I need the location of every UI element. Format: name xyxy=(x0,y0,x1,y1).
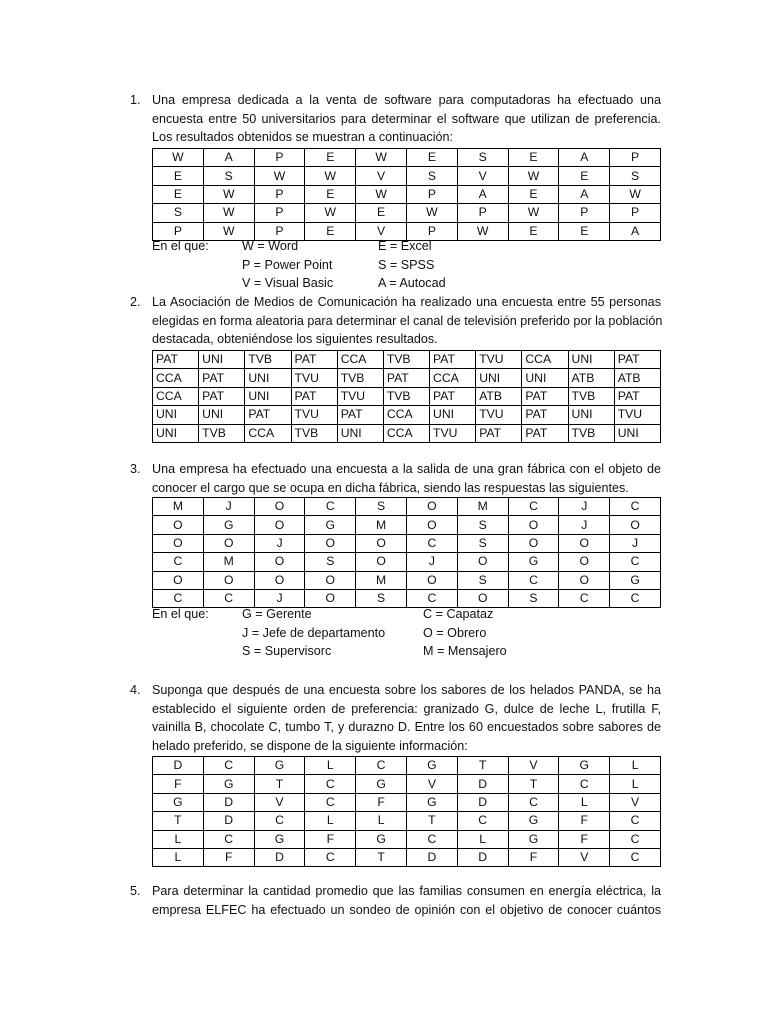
table-cell: UNI xyxy=(430,406,476,424)
table-row xyxy=(153,571,661,589)
table-cell: O xyxy=(356,553,407,571)
table-cell: P xyxy=(610,149,661,167)
table-cell: O xyxy=(153,516,204,534)
table-cell: E xyxy=(356,204,407,222)
table-cell: D xyxy=(203,812,254,830)
table-cell: O xyxy=(305,534,356,552)
table-cell: O xyxy=(153,571,204,589)
table-cell: G xyxy=(305,516,356,534)
table-cell: S xyxy=(508,589,559,607)
legend-entry: A = Autocad xyxy=(378,276,446,291)
table-cell: S xyxy=(457,534,508,552)
table-cell: A xyxy=(610,222,661,240)
table-cell: O xyxy=(203,534,254,552)
legend-entry: V = Visual Basic xyxy=(242,276,334,291)
table-cell: P xyxy=(254,222,305,240)
table-cell: W xyxy=(457,222,508,240)
legend-entry: C = Capataz xyxy=(423,607,494,621)
table-cell: W xyxy=(203,222,254,240)
table-cell: PAT xyxy=(153,351,199,369)
table-cell: M xyxy=(153,498,204,516)
table-row xyxy=(153,351,661,369)
table-cell: TVB xyxy=(245,351,291,369)
table-cell: P xyxy=(559,204,610,222)
table-cell: O xyxy=(610,516,661,534)
text-line: La Asociación de Medios de Comunicación ha realizado una encuesta entre 55 personas xyxy=(152,295,661,309)
table-cell: PAT xyxy=(245,406,291,424)
table-cell: C xyxy=(406,534,457,552)
table-cell: W xyxy=(203,204,254,222)
table-cell: TVU xyxy=(614,406,660,424)
table-cell: L xyxy=(153,830,204,848)
table-cell: PAT xyxy=(522,424,568,442)
table-cell: T xyxy=(406,812,457,830)
problem-number: 4. xyxy=(130,683,141,697)
table-cell: G xyxy=(153,793,204,811)
problem-text xyxy=(152,91,661,147)
table-cell: C xyxy=(203,589,254,607)
table-cell: O xyxy=(203,571,254,589)
table-cell: CCA xyxy=(522,351,568,369)
table-cell: W xyxy=(305,204,356,222)
table-cell: O xyxy=(406,516,457,534)
table-cell: UNI xyxy=(245,387,291,405)
table-cell: S xyxy=(356,589,407,607)
table-cell: L xyxy=(457,830,508,848)
table-cell: UNI xyxy=(568,351,614,369)
table-cell: J xyxy=(254,589,305,607)
table-cell: TVU xyxy=(430,424,476,442)
table-cell: O xyxy=(406,498,457,516)
legend-entry: S = SPSS xyxy=(378,257,435,272)
legend-entry: O = Obrero xyxy=(423,625,487,640)
table-cell: W xyxy=(254,167,305,185)
table-cell: E xyxy=(153,167,204,185)
table-row xyxy=(153,149,661,167)
table-cell: W xyxy=(508,204,559,222)
text-line: elegidas en forma aleatoria para determinar el canal de televisión preferido por la población xyxy=(152,313,663,328)
table-cell: M xyxy=(203,553,254,571)
table-cell: E xyxy=(508,185,559,203)
table-cell: F xyxy=(508,848,559,866)
table-cell: UNI xyxy=(476,369,522,387)
table-cell: TVU xyxy=(291,406,337,424)
table-cell: G xyxy=(508,812,559,830)
table-cell: W xyxy=(610,185,661,203)
table-cell: V xyxy=(254,793,305,811)
text-line: Los resultados obtenidos se muestran a continuación: xyxy=(152,130,454,145)
data-table xyxy=(152,148,661,241)
table-row xyxy=(153,553,661,571)
table-cell: O xyxy=(305,571,356,589)
legend-entry: S = Supervisorc xyxy=(242,644,332,659)
table-cell: PAT xyxy=(383,369,429,387)
table-cell: O xyxy=(254,553,305,571)
table-cell: C xyxy=(153,589,204,607)
table-cell: C xyxy=(559,775,610,793)
problem-text xyxy=(152,681,661,755)
table-cell: TVB xyxy=(337,369,383,387)
table-cell: C xyxy=(305,848,356,866)
table-cell: A xyxy=(559,149,610,167)
table-cell: D xyxy=(457,793,508,811)
table-row xyxy=(153,793,661,811)
table-cell: C xyxy=(610,589,661,607)
table-cell: PAT xyxy=(199,369,245,387)
table-cell: G xyxy=(203,775,254,793)
table-cell: TVB xyxy=(568,424,614,442)
table-cell: A xyxy=(457,185,508,203)
problem-number: 2. xyxy=(130,295,141,309)
table-cell: UNI xyxy=(199,406,245,424)
table-cell: C xyxy=(610,830,661,848)
table-cell: C xyxy=(305,793,356,811)
table-cell: E xyxy=(305,149,356,167)
text-line: Para determinar la cantidad promedio que las familias consumen en energía eléctrica, la xyxy=(152,884,661,898)
table-cell: TVU xyxy=(291,369,337,387)
table-cell: V xyxy=(559,848,610,866)
table-cell: O xyxy=(254,516,305,534)
table-cell: E xyxy=(508,222,559,240)
table-cell: O xyxy=(457,589,508,607)
legend xyxy=(152,605,661,661)
table-cell: L xyxy=(559,793,610,811)
text-line: destacada, obteniéndose los siguientes resultados. xyxy=(152,332,438,347)
table-cell: UNI xyxy=(522,369,568,387)
table-cell: G xyxy=(610,571,661,589)
table-cell: V xyxy=(508,757,559,775)
table-cell: UNI xyxy=(153,406,199,424)
table-row xyxy=(153,204,661,222)
table-cell: C xyxy=(203,830,254,848)
table-cell: T xyxy=(254,775,305,793)
table-row xyxy=(153,424,661,442)
table-cell: CCA xyxy=(245,424,291,442)
table-cell: V xyxy=(356,222,407,240)
table-cell: S xyxy=(457,149,508,167)
table-cell: ATB xyxy=(476,387,522,405)
table-cell: W xyxy=(356,185,407,203)
table-row xyxy=(153,406,661,424)
table-cell: D xyxy=(153,757,204,775)
data-table xyxy=(152,497,661,608)
legend-entry: G = Gerente xyxy=(242,607,312,621)
table-cell: W xyxy=(203,185,254,203)
table-cell: F xyxy=(356,793,407,811)
table-cell: E xyxy=(153,185,204,203)
table-cell: G xyxy=(356,775,407,793)
table-cell: G xyxy=(406,757,457,775)
table-cell: UNI xyxy=(199,351,245,369)
table-row xyxy=(153,185,661,203)
table-cell: P xyxy=(153,222,204,240)
legend-entry: E = Excel xyxy=(378,239,432,253)
table-cell: S xyxy=(406,167,457,185)
table-cell: CCA xyxy=(430,369,476,387)
table-cell: O xyxy=(254,498,305,516)
table-cell: L xyxy=(610,757,661,775)
table-cell: TVU xyxy=(476,406,522,424)
text-line: conocer el cargo que se ocupa en dicha fábrica, siendo las respuestas las siguientes. xyxy=(152,480,629,495)
text-line: Una empresa dedicada a la venta de software para computadoras ha efectuado una xyxy=(152,93,661,107)
table-cell: G xyxy=(508,830,559,848)
table-cell: J xyxy=(559,516,610,534)
table-cell: D xyxy=(254,848,305,866)
text-line: vainilla B, chocolate C, tumbo T, y durazno D. Entre los 60 encuestados sobre sabores de xyxy=(152,720,661,735)
table-cell: E xyxy=(508,149,559,167)
table-row xyxy=(153,167,661,185)
table-cell: PAT xyxy=(430,387,476,405)
table-cell: S xyxy=(610,167,661,185)
table-cell: E xyxy=(406,149,457,167)
table-cell: G xyxy=(254,757,305,775)
table-cell: C xyxy=(406,589,457,607)
table-cell: C xyxy=(508,498,559,516)
table-row xyxy=(153,516,661,534)
table-cell: UNI xyxy=(153,424,199,442)
problem-number: 3. xyxy=(130,462,141,476)
text-line: Suponga que después de una encuesta sobre los sabores de los helados PANDA, se ha xyxy=(152,683,661,697)
table-cell: C xyxy=(610,848,661,866)
table-cell: TVU xyxy=(476,351,522,369)
table-cell: T xyxy=(153,812,204,830)
table-cell: J xyxy=(406,553,457,571)
table-cell: TVB xyxy=(199,424,245,442)
table-cell: D xyxy=(457,775,508,793)
table-cell: UNI xyxy=(614,424,660,442)
table-cell: O xyxy=(254,571,305,589)
table-cell: T xyxy=(356,848,407,866)
table-cell: O xyxy=(153,534,204,552)
table-cell: F xyxy=(559,830,610,848)
table-cell: O xyxy=(559,534,610,552)
text-line: establecido el siguiente orden de preferencia: granizado G, dulce de leche L, frutilla F, xyxy=(152,701,661,716)
table-cell: S xyxy=(457,516,508,534)
table-cell: V xyxy=(406,775,457,793)
table-cell: C xyxy=(457,812,508,830)
table-cell: TVU xyxy=(337,387,383,405)
problem-number: 1. xyxy=(130,93,141,107)
data-table xyxy=(152,350,661,443)
text-line: helado preferido, se dispone de la siguiente información: xyxy=(152,738,468,753)
text-line: encuesta entre 50 universitarios para determinar el software que utilizan de preferencia. xyxy=(152,111,661,126)
table-row xyxy=(153,757,661,775)
table-cell: O xyxy=(508,516,559,534)
table-cell: W xyxy=(508,167,559,185)
table-cell: A xyxy=(559,185,610,203)
table-cell: C xyxy=(610,553,661,571)
table-row xyxy=(153,387,661,405)
table-cell: S xyxy=(153,204,204,222)
problem-text xyxy=(152,460,661,497)
table-cell: W xyxy=(305,167,356,185)
table-cell: S xyxy=(457,571,508,589)
table-cell: E xyxy=(305,185,356,203)
legend-entry: W = Word xyxy=(242,239,299,253)
table-cell: D xyxy=(406,848,457,866)
table-cell: W xyxy=(153,149,204,167)
table-cell: O xyxy=(559,553,610,571)
table-cell: G xyxy=(203,516,254,534)
legend-label: En el que: xyxy=(152,239,209,253)
text-line: empresa ELFEC ha efectuado un sondeo de opinión con el objetivo de conocer cuántos xyxy=(152,902,661,917)
table-cell: P xyxy=(610,204,661,222)
table-cell: PAT xyxy=(614,351,660,369)
table-cell: C xyxy=(305,775,356,793)
table-cell: D xyxy=(203,793,254,811)
table-cell: L xyxy=(153,848,204,866)
table-cell: W xyxy=(356,149,407,167)
data-table xyxy=(152,756,661,867)
table-cell: G xyxy=(356,830,407,848)
table-cell: M xyxy=(356,571,407,589)
table-cell: PAT xyxy=(291,351,337,369)
table-cell: O xyxy=(457,553,508,571)
table-cell: F xyxy=(305,830,356,848)
table-cell: G xyxy=(508,553,559,571)
table-cell: C xyxy=(254,812,305,830)
table-cell: L xyxy=(610,775,661,793)
table-cell: J xyxy=(203,498,254,516)
table-cell: TVB xyxy=(383,387,429,405)
table-cell: CCA xyxy=(153,387,199,405)
table-cell: O xyxy=(559,571,610,589)
table-cell: T xyxy=(457,757,508,775)
table-row xyxy=(153,775,661,793)
table-cell: TVB xyxy=(568,387,614,405)
table-row xyxy=(153,369,661,387)
table-cell: C xyxy=(610,812,661,830)
table-cell: P xyxy=(406,185,457,203)
table-cell: V xyxy=(610,793,661,811)
table-cell: PAT xyxy=(476,424,522,442)
table-cell: PAT xyxy=(522,406,568,424)
table-cell: O xyxy=(508,534,559,552)
table-cell: L xyxy=(305,757,356,775)
table-cell: C xyxy=(508,793,559,811)
table-cell: C xyxy=(356,757,407,775)
problem-text xyxy=(152,882,661,919)
table-cell: T xyxy=(508,775,559,793)
table-cell: C xyxy=(610,498,661,516)
table-cell: C xyxy=(305,498,356,516)
table-cell: P xyxy=(254,149,305,167)
table-cell: F xyxy=(559,812,610,830)
table-cell: O xyxy=(406,571,457,589)
table-cell: S xyxy=(356,498,407,516)
table-cell: L xyxy=(305,812,356,830)
table-cell: PAT xyxy=(337,406,383,424)
table-cell: UNI xyxy=(337,424,383,442)
table-row xyxy=(153,534,661,552)
table-cell: PAT xyxy=(430,351,476,369)
table-cell: UNI xyxy=(245,369,291,387)
table-cell: C xyxy=(153,553,204,571)
table-cell: ATB xyxy=(568,369,614,387)
table-cell: PAT xyxy=(199,387,245,405)
table-cell: PAT xyxy=(522,387,568,405)
table-cell: J xyxy=(559,498,610,516)
legend-entry: M = Mensajero xyxy=(423,644,507,659)
table-cell: E xyxy=(305,222,356,240)
legend xyxy=(152,237,661,293)
table-cell: E xyxy=(559,167,610,185)
table-cell: M xyxy=(457,498,508,516)
table-cell: J xyxy=(610,534,661,552)
table-cell: O xyxy=(356,534,407,552)
table-cell: E xyxy=(559,222,610,240)
table-row xyxy=(153,830,661,848)
legend-label: En el que: xyxy=(152,607,209,621)
table-cell: C xyxy=(559,589,610,607)
table-cell: C xyxy=(203,757,254,775)
table-cell: TVB xyxy=(383,351,429,369)
legend-entry: J = Jefe de departamento xyxy=(242,625,386,640)
legend-entry: P = Power Point xyxy=(242,257,333,272)
table-cell: G xyxy=(406,793,457,811)
table-cell: UNI xyxy=(568,406,614,424)
table-cell: O xyxy=(305,589,356,607)
table-cell: CCA xyxy=(383,406,429,424)
table-cell: P xyxy=(254,185,305,203)
table-cell: L xyxy=(356,812,407,830)
table-cell: A xyxy=(203,149,254,167)
table-cell: S xyxy=(203,167,254,185)
table-cell: V xyxy=(457,167,508,185)
table-cell: C xyxy=(406,830,457,848)
table-cell: J xyxy=(254,534,305,552)
table-cell: TVB xyxy=(291,424,337,442)
table-cell: P xyxy=(406,222,457,240)
problem-text xyxy=(152,293,661,349)
table-cell: CCA xyxy=(383,424,429,442)
table-cell: P xyxy=(254,204,305,222)
table-cell: P xyxy=(457,204,508,222)
text-line: Una empresa ha efectuado una encuesta a la salida de una gran fábrica con el objeto de xyxy=(152,462,661,476)
table-cell: ATB xyxy=(614,369,660,387)
table-cell: CCA xyxy=(337,351,383,369)
table-cell: V xyxy=(356,167,407,185)
table-cell: D xyxy=(457,848,508,866)
problem-number: 5. xyxy=(130,884,141,898)
table-row xyxy=(153,498,661,516)
table-cell: M xyxy=(356,516,407,534)
table-row xyxy=(153,812,661,830)
table-cell: C xyxy=(508,571,559,589)
table-row xyxy=(153,848,661,866)
table-cell: G xyxy=(254,830,305,848)
table-cell: PAT xyxy=(614,387,660,405)
table-cell: G xyxy=(559,757,610,775)
table-cell: W xyxy=(406,204,457,222)
table-cell: PAT xyxy=(291,387,337,405)
table-cell: F xyxy=(203,848,254,866)
table-cell: CCA xyxy=(153,369,199,387)
table-cell: S xyxy=(305,553,356,571)
table-cell: F xyxy=(153,775,204,793)
